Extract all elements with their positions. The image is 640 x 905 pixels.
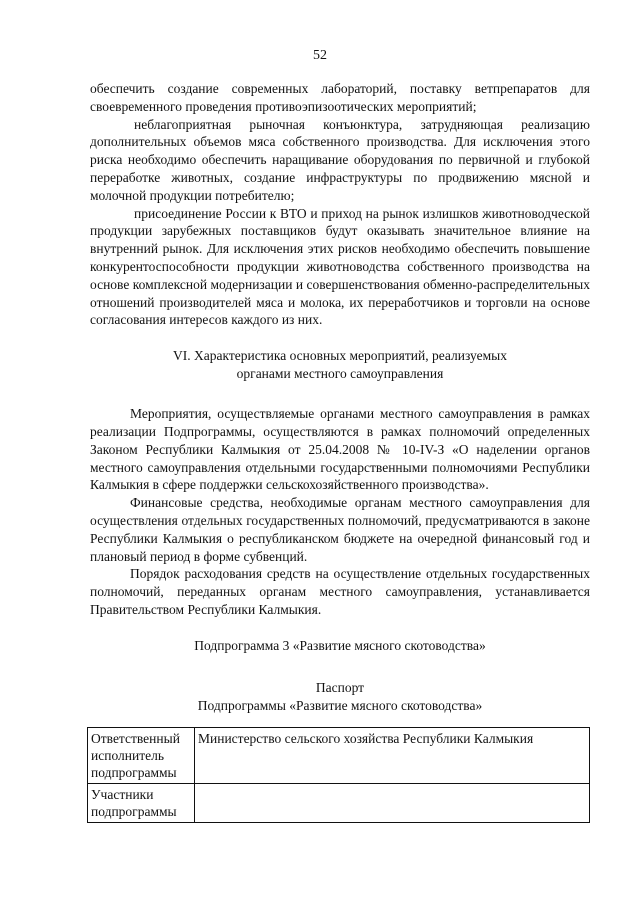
passport-subtitle: Подпрограммы «Развитие мясного скотоводства» [197, 697, 483, 713]
table-row [88, 783, 590, 822]
paragraph-wto-risk: присоединение России к ВТО и приход на рынок излишков животноводческой продукции зарубежных поставщиков будут оказывать значительное влияние на внутренний рынок. Для исключения этих рисков необходимо обеспечить повышение конкурентоспособности продукции животноводства собственного производства на основе комплексной модернизации и совершенствования обменно-распределительных отношений производителей мяса и молока, их переработчиков и торговли на основе согласования интересов каждого из них. [90, 205, 590, 328]
paragraph-finance: Финансовые средства, необходимые органам местного самоуправления для осуществления отдельных государственных полномочий, предусматриваются в законе Республики Калмыкия о республиканском бюджете на очередной финансовый год и плановый период в форме субвенций. [90, 495, 590, 564]
passport-label-participants: Участники подпрограммы [88, 783, 195, 822]
passport-title: Паспорт [315, 679, 365, 695]
document-body [90, 80, 590, 823]
passport-heading [90, 679, 590, 715]
passport-table [87, 727, 590, 823]
section-heading [90, 347, 590, 383]
paragraph-labs: обеспечить создание современных лабораторий, поставку ветпрепаратов для своевременного проведения противоэпизоотических мероприятий; [90, 81, 590, 114]
paragraph-measures: Мероприятия, осуществляемые органами местного самоуправления в рамках реализации Подпрограммы, осуществляются в рамках полномочий определенных Законом Республики Калмыкия от 25.04.2008 № 10-IV-З «О наделении органов местного самоуправления отдельными государственными полномочиями Республики Калмыкия в сфере поддержки сельскохозяйственного производства». [90, 406, 590, 493]
paragraph-market-risk: неблагоприятная рыночная конъюнктура, затрудняющая реализацию дополнительных объемов мяса собственного производства. Для исключения этого риска необходимо обеспечить наращивание оборудования по первичной и глубокой переработке животных, создание инфраструктуры по продвижению мясной и молочной продукции потребителю; [90, 116, 590, 203]
section-heading-line-2: органами местного самоуправления [236, 366, 444, 382]
paragraph-procedure: Порядок расходования средств на осуществление отдельных государственных полномочий, переданных органам местного самоуправления, устанавливается Правительством Республики Калмыкия. [90, 566, 590, 617]
passport-value-executor: Министерство сельского хозяйства Республики Калмыкия [195, 727, 590, 783]
passport-label-executor: Ответственный исполнитель подпрограммы [88, 727, 195, 783]
table-row [88, 727, 590, 783]
page-number: 52 [313, 48, 327, 63]
passport-value-participants [195, 783, 590, 822]
section-heading-line-1: VI. Характеристика основных мероприятий, реализуемых [173, 348, 507, 364]
subprogram-title: Подпрограмма 3 «Развитие мясного скотоводства» [194, 637, 486, 653]
